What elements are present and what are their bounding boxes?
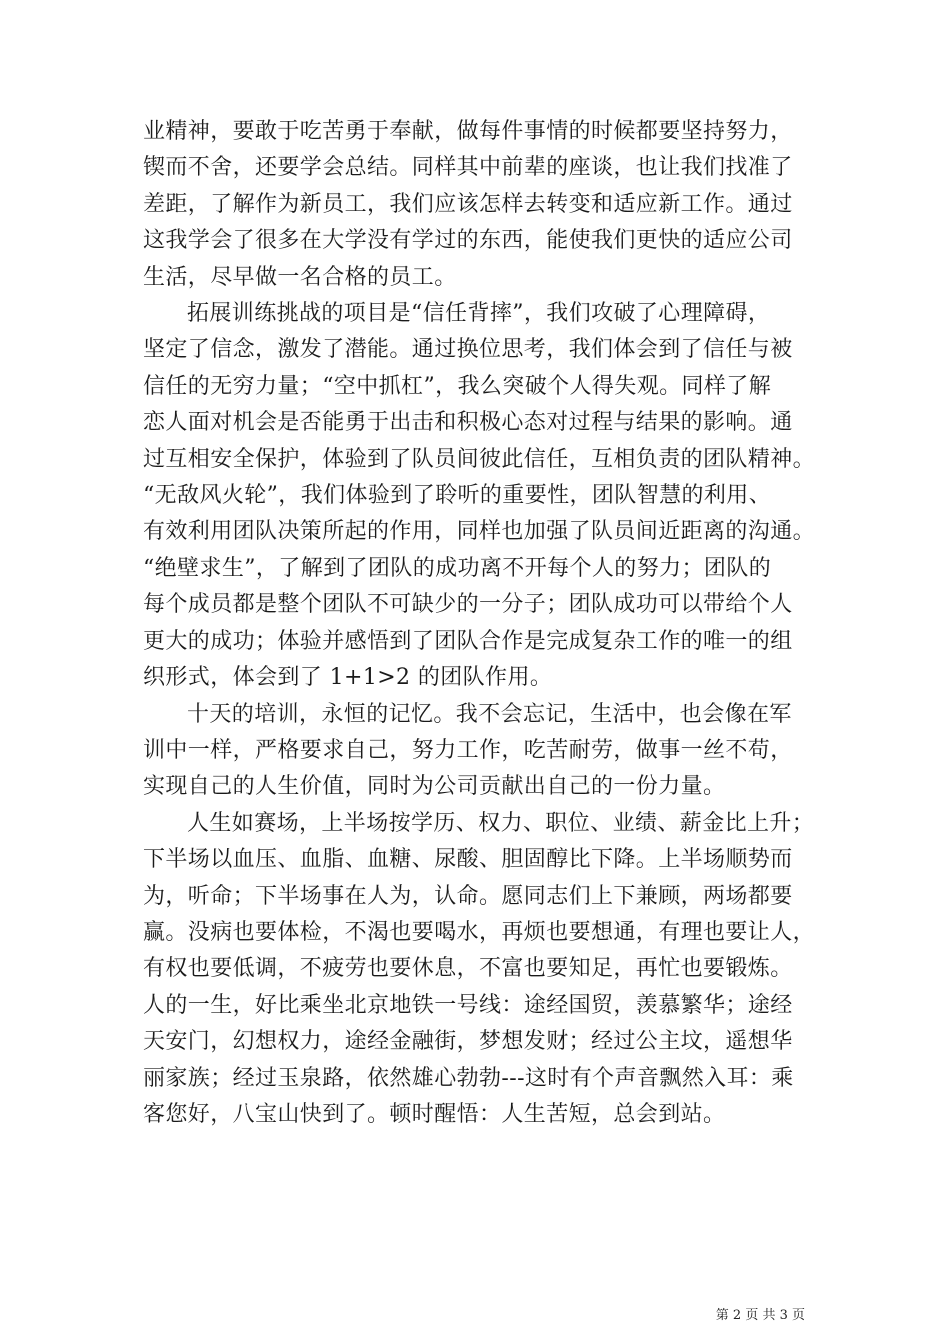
text-line: 信任的无穷力量；“空中抓杠”，我么突破个人得失观。同样了解 (143, 373, 772, 399)
text-line: 人生如赛场，上半场按学历、权力、职位、业绩、薪金比上升； (187, 810, 815, 836)
text-line: 差距，了解作为新员工，我们应该怎样去转变和适应新工作。通过 (143, 191, 793, 217)
text-line: 客您好，八宝山快到了。顿时醒悟：人生苦短，总会到站。 (143, 1101, 726, 1127)
text-line: 这我学会了很多在大学没有学过的东西，能使我们更快的适应公司 (143, 228, 793, 254)
text-line: 每个成员都是整个团队不可缺少的一分子；团队成功可以带给个人 (143, 592, 793, 618)
text-line: 更大的成功；体验并感悟到了团队合作是完成复杂工作的唯一的组 (143, 628, 793, 654)
text-line: 实现自己的人生价值，同时为公司贡献出自己的一份力量。 (143, 774, 726, 800)
text-line: 织形式，体会到了 1+1>2 的团队作用。 (143, 665, 553, 691)
text-line: “绝壁求生”，了解到了团队的成功离不开每个人的努力；团队的 (143, 555, 772, 581)
text-line: 为，听命；下半场事在人为，认命。愿同志们上下兼顾，两场都要 (143, 883, 793, 909)
text-line: 恋人面对机会是否能勇于出击和积极心态对过程与结果的影响。通 (143, 410, 793, 436)
text-line: 下半场以血压、血脂、血糖、尿酸、胆固醇比下降。上半场顺势而 (143, 847, 793, 873)
text-line: 有权也要低调，不疲劳也要休息，不富也要知足，再忙也要锻炼。 (143, 956, 793, 982)
paragraph-2 (143, 296, 823, 696)
text-line: 赢。没病也要体检，不渴也要喝水，再烦也要想通，有理也要让人， (143, 919, 816, 945)
text-line: 过互相安全保护，体验到了队员间彼此信任，互相负责的团队精神。 (143, 446, 816, 472)
text-line: 丽家族；经过玉泉路，依然雄心勃勃---这时有个声音飘然入耳：乘 (143, 1065, 794, 1091)
text-line: 坚定了信念，激发了潜能。通过换位思考，我们体会到了信任与被 (143, 337, 793, 363)
text-line: 训中一样，严格要求自己，努力工作，吃苦耐劳，做事一丝不苟， (143, 737, 793, 763)
text-line: 拓展训练挑战的项目是“信任背摔”，我们攻破了心理障碍， (187, 301, 771, 327)
document-body (143, 114, 823, 1133)
paragraph-3 (143, 697, 823, 806)
text-line: 业精神，要敢于吃苦勇于奉献，做每件事情的时候都要坚持努力， (143, 119, 793, 144)
paragraph-4 (143, 806, 823, 1134)
text-line: 有效利用团队决策所起的作用，同样也加强了队员间近距离的沟通。 (143, 519, 816, 545)
paragraph-1 (143, 114, 823, 296)
text-line: 生活，尽早做一名合格的员工。 (143, 264, 457, 290)
text-line: 天安门，幻想权力，途经金融街，梦想发财；经过公主坟，遥想华 (143, 1029, 793, 1055)
page-number-footer (716, 1304, 805, 1323)
text-line: 十天的培训，永恒的记忆。我不会忘记，生活中，也会像在军 (187, 701, 792, 727)
text-line: 锲而不舍，还要学会总结。同样其中前辈的座谈，也让我们找准了 (143, 155, 793, 181)
page-label: 第 2 页 共 3 页 (715, 1308, 805, 1323)
text-line: 人的一生，好比乘坐北京地铁一号线：途经国贸，羡慕繁华；途经 (143, 992, 793, 1018)
text-line: “无敌风火轮”，我们体验到了聆听的重要性，团队智慧的利用、 (143, 483, 772, 509)
